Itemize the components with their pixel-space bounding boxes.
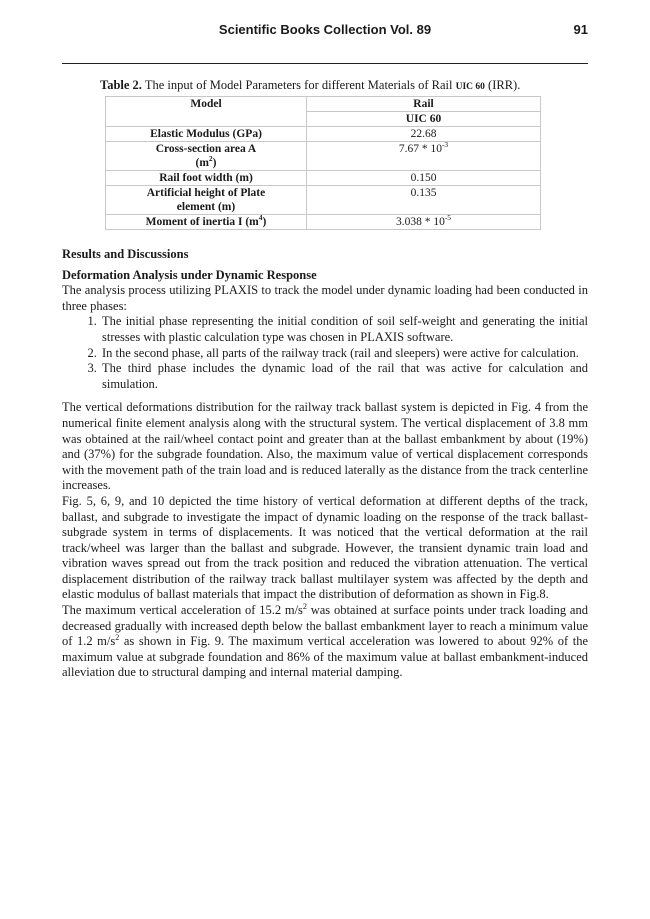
- row-label: [106, 142, 307, 171]
- table-row: [106, 215, 541, 230]
- row-label-sup: 2: [208, 154, 213, 164]
- table-caption: [100, 78, 520, 93]
- table-caption-text: The input of Model Parameters for different Materials of Rail: [141, 78, 456, 92]
- paragraph-part: was obtained at surface points under track loading and decreased gradually with increased depth below the ballast embankment layer to reach a minimum value of 1.2 m/s: [62, 603, 588, 649]
- row-value-part: 7.67 * 10: [398, 143, 442, 155]
- row-label-part: ): [212, 157, 217, 169]
- header-rail-type: UIC 60: [307, 112, 541, 127]
- subsection-heading: Deformation Analysis under Dynamic Response: [62, 267, 317, 282]
- row-label-part: element (m): [176, 201, 236, 213]
- row-value: [307, 142, 541, 171]
- table-caption-code: UIC 60: [455, 82, 485, 92]
- table-caption-suffix: (IRR).: [484, 78, 521, 92]
- table-row: [106, 171, 541, 186]
- header-model: Model: [106, 97, 307, 127]
- list-item: 3. The third phase includes the dynamic load of the rail that was active for calculation and simulation.: [100, 361, 588, 392]
- row-label: Elastic Modulus (GPa): [106, 127, 307, 142]
- paragraph: Fig. 5, 6, 9, and 10 depicted the time history of vertical deformation at different depths of the track, ballast, and subgrade to investigate the impact of dynamic loading on the response of the track ballast-subgrade system in terms of displacements. It was noticed that the vertical deformation at the rail track/wheel was larger than the ballast and subgrade. However, the transient dynamic train load and vibration waves spread out from the track position and reduced the vibration attenuation. The vertical displacement distribution of the railway track ballast multilayer system was affected by the depth and elastic modulus of ballast materials that impact the distribution of deformation as shown in Fig.8.: [62, 493, 588, 602]
- journal-title: Scientific Books Collection Vol. 89: [218, 22, 432, 37]
- paragraph-part: The maximum vertical acceleration of 15.2 m/s: [62, 603, 303, 618]
- row-label-part: (m: [195, 157, 209, 169]
- table-row: [106, 142, 541, 171]
- section-heading: Results and Discussions: [62, 247, 189, 261]
- row-value: 0.135: [307, 186, 541, 215]
- row-label: [106, 186, 307, 215]
- phase-list: [62, 314, 588, 392]
- running-header: [62, 22, 588, 42]
- row-label-part: Cross-section area A: [155, 143, 257, 155]
- row-label-part: Artificial height of Plate: [146, 187, 266, 199]
- table-header-row: [106, 97, 541, 112]
- article-body: [62, 247, 588, 681]
- superscript: 2: [302, 601, 307, 611]
- row-label: Rail foot width (m): [106, 171, 307, 186]
- row-label: [106, 215, 307, 230]
- row-value-sup: -3: [441, 140, 449, 150]
- row-label-sup: 4: [258, 213, 263, 223]
- paragraph: The vertical deformations distribution for the railway track ballast system is depicted in Fig. 4 from the numerical finite element analysis along with the structural system. The vertical displacement of 3.8 mm was obtained at the rail/wheel contact point and greater than at the ballast embankment by about (19%) and (37%) for the subgrade foundation. Also, the maximum value of vertical displacement corresponds with the movement path of the train load and is reduced laterally as the distance from the track centerline increases.: [62, 400, 588, 493]
- row-label-part: ): [262, 216, 267, 228]
- row-value-part: 3.038 * 10: [395, 216, 445, 228]
- table-row: [106, 186, 541, 215]
- list-item: 2. In the second phase, all parts of the railway track (rail and sleepers) were active for calculation.: [100, 346, 588, 362]
- table-caption-label: Table 2.: [100, 78, 142, 92]
- superscript: 2: [115, 633, 120, 643]
- row-value: [307, 215, 541, 230]
- model-parameters-table: [105, 96, 541, 230]
- paragraph-part: as shown in Fig. 9. The maximum vertical acceleration was lowered to about 92% of the maximum value at subgrade foundation and 86% of the maximum value at ballast embankment-induced alleviation due to structural damping and internal material damping.: [62, 634, 588, 680]
- header-rail: Rail: [307, 97, 541, 112]
- list-item: 1. The initial phase representing the initial condition of soil self-weight and generating the initial stresses with plastic calculation type was chosen in PLAXIS software.: [100, 314, 588, 345]
- row-value-sup: -5: [444, 213, 452, 223]
- page-number: 91: [573, 22, 588, 37]
- row-label-part: Moment of inertia I (m: [145, 216, 259, 228]
- paragraph: [62, 603, 588, 681]
- table-row: [106, 127, 541, 142]
- row-value: 22.68: [307, 127, 541, 142]
- intro-paragraph: The analysis process utilizing PLAXIS to track the model under dynamic loading had been conducted in three phases:: [62, 283, 588, 313]
- row-value: 0.150: [307, 171, 541, 186]
- header-divider: [62, 63, 588, 64]
